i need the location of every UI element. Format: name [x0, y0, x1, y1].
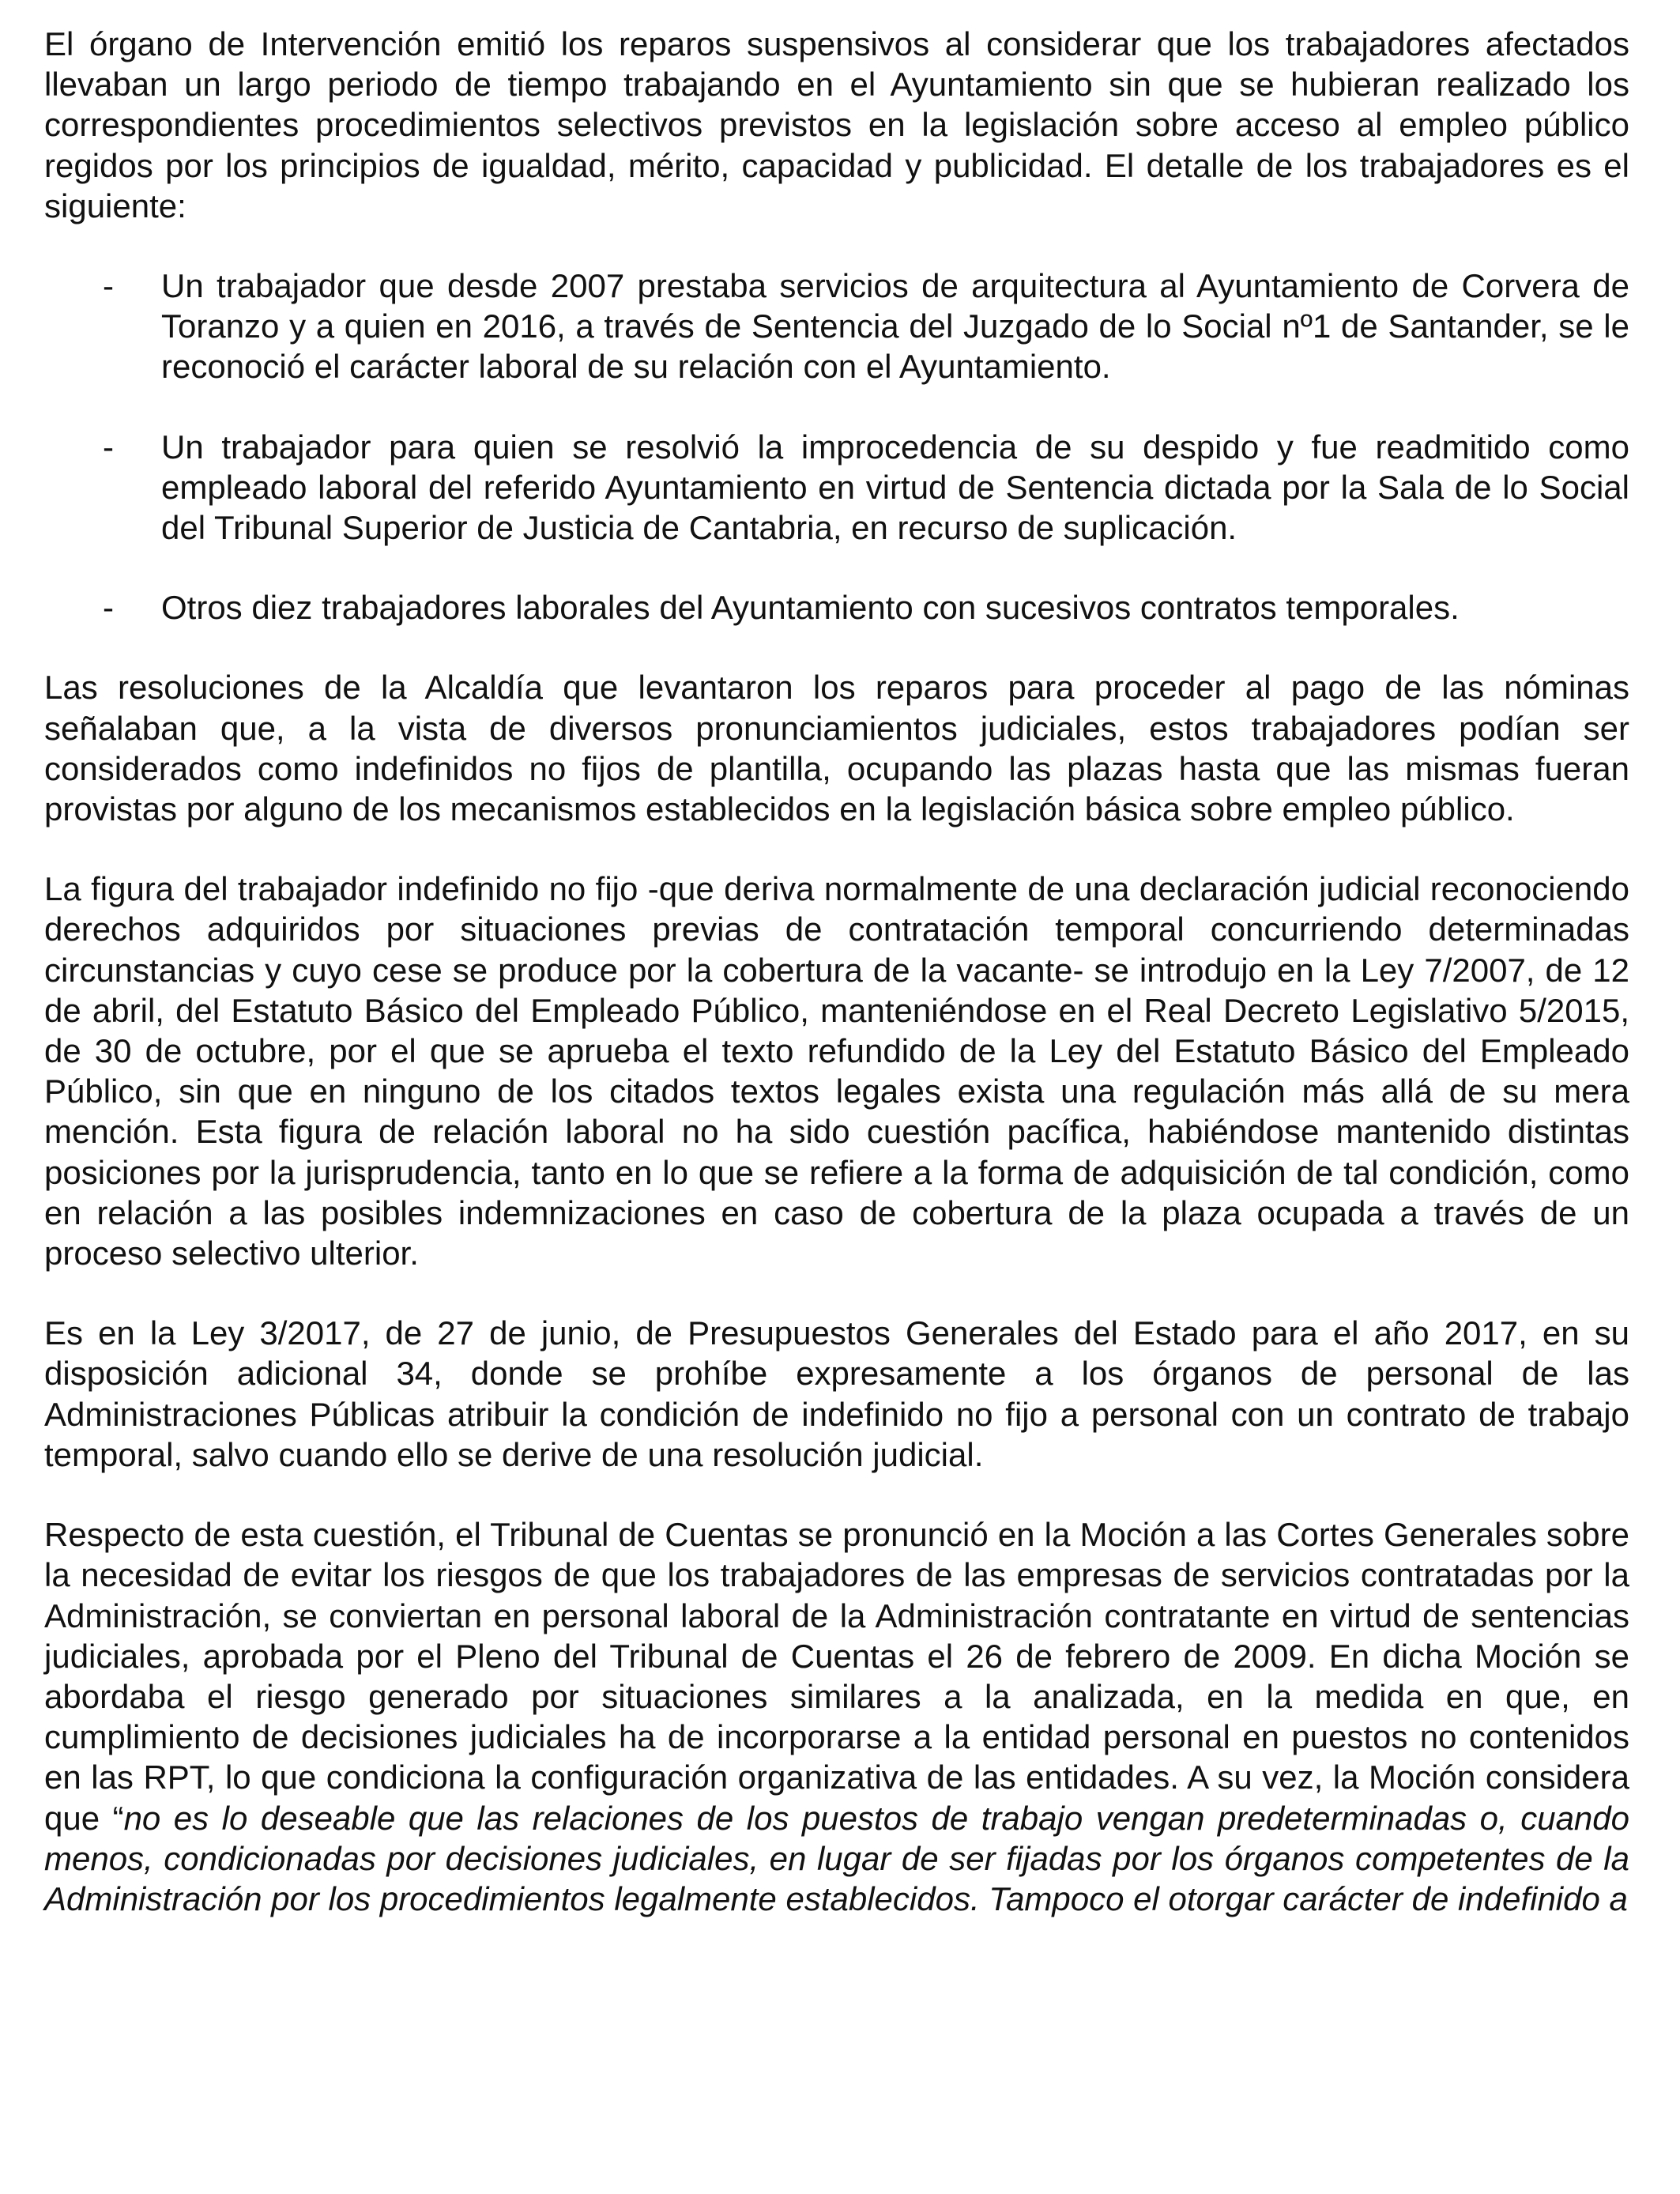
bullet-dash: -: [103, 428, 114, 466]
list-item-text: Otros diez trabajadores laborales del Ayuntamiento con sucesivos contratos temporales.: [161, 589, 1460, 627]
quoted-text: no es lo deseable que las relaciones de los puestos de trabajo vengan predeterminadas o, cuando menos, condicionadas por decisiones judiciales, en lugar de ser fijadas por los órganos competentes de la Administración por los procedimientos legalmente establecidos. Tampoco el otorgar carácter de indefinido a: [44, 1799, 1629, 1917]
worker-list: [44, 266, 1629, 628]
list-item: [44, 587, 1629, 628]
paragraph-tribunal-cuentas: [44, 1514, 1629, 1919]
list-item: [44, 266, 1629, 387]
paragraph-reparos-intro: El órgano de Intervención emitió los reparos suspensivos al considerar que los trabajadores afectados llevaban un largo periodo de tiempo trabajando en el Ayuntamiento sin que se hubieran realizado los correspondientes procedimientos selectivos previstos en la legislación sobre acceso al empleo público regidos por los principios de igualdad, mérito, capacidad y publicidad. El detalle de los trabajadores es el siguiente:: [44, 25, 1629, 224]
list-item-text: Un trabajador que desde 2007 prestaba servicios de arquitectura al Ayuntamiento de Corvera de Toranzo y a quien en 2016, a través de Sentencia del Juzgado de lo Social nº1 de Santander, se le reconoció el carácter laboral de su relación con el Ayuntamiento.: [161, 267, 1629, 386]
document-page: [44, 24, 1629, 1958]
bullet-dash: -: [103, 589, 114, 627]
bullet-dash: -: [103, 267, 114, 305]
paragraph-text: Respecto de esta cuestión, el Tribunal de Cuentas se pronunció en la Moción a las Cortes Generales sobre la necesidad de evitar los riesgos de que los trabajadores de las empresas de servicios contratadas por la Administración, se conviertan en personal laboral de la Administración contratante en virtud de sentencias judiciales, aprobada por el Pleno del Tribunal de Cuentas el 26 de febrero de 2009. En dicha Moción se abordaba el riesgo generado por situaciones similares a la analizada, en la medida en que, en cumplimiento de decisiones judiciales ha de incorporarse a la entidad personal en puestos no contenidos en las RPT, lo que condiciona la configuración organizativa de las entidades. A su vez, la Moción considera que “: [44, 1516, 1629, 1837]
list-item-text: Un trabajador para quien se resolvió la improcedencia de su despido y fue readmitido como empleado laboral del referido Ayuntamiento en virtud de Sentencia dictada por la Sala de lo Social del Tribunal Superior de Justicia de Cantabria, en recurso de suplicación.: [161, 428, 1629, 547]
list-item: [44, 427, 1629, 548]
paragraph-alcaldia-resoluciones: Las resoluciones de la Alcaldía que levantaron los reparos para proceder al pago de las nóminas señalaban que, a la vista de diversos pronunciamientos judiciales, estos trabajadores podían ser considerados como indefinidos no fijos de plantilla, ocupando las plazas hasta que las mismas fueran provistas por alguno de los mecanismos establecidos en la legislación básica sobre empleo público.: [44, 669, 1629, 828]
paragraph-ley-3-2017: Es en la Ley 3/2017, de 27 de junio, de Presupuestos Generales del Estado para el año 2017, en su disposición adicional 34, donde se prohíbe expresamente a los órganos de personal de las Administraciones Públicas atribuir la condición de indefinido no fijo a personal con un contrato de trabajo temporal, salvo cuando ello se derive de una resolución judicial.: [44, 1314, 1629, 1473]
paragraph-indefinido-no-fijo: La figura del trabajador indefinido no fijo -que deriva normalmente de una declaración judicial reconociendo derechos adquiridos por situaciones previas de contratación temporal concurriendo determinadas circunstancias y cuyo cese se produce por la cobertura de la vacante- se introdujo en la Ley 7/2007, de 12 de abril, del Estatuto Básico del Empleado Público, manteniéndose en el Real Decreto Legislativo 5/2015, de 30 de octubre, por el que se aprueba el texto refundido de la Ley del Estatuto Básico del Empleado Público, sin que en ninguno de los citados textos legales exista una regulación más allá de su mera mención. Esta figura de relación laboral no ha sido cuestión pacífica, habiéndose mantenido distintas posiciones por la jurisprudencia, tanto en lo que se refiere a la forma de adquisición de tal condición, como en relación a las posibles indemnizaciones en caso de cobertura de la plaza ocupada a través de un proceso selectivo ulterior.: [44, 870, 1629, 1272]
